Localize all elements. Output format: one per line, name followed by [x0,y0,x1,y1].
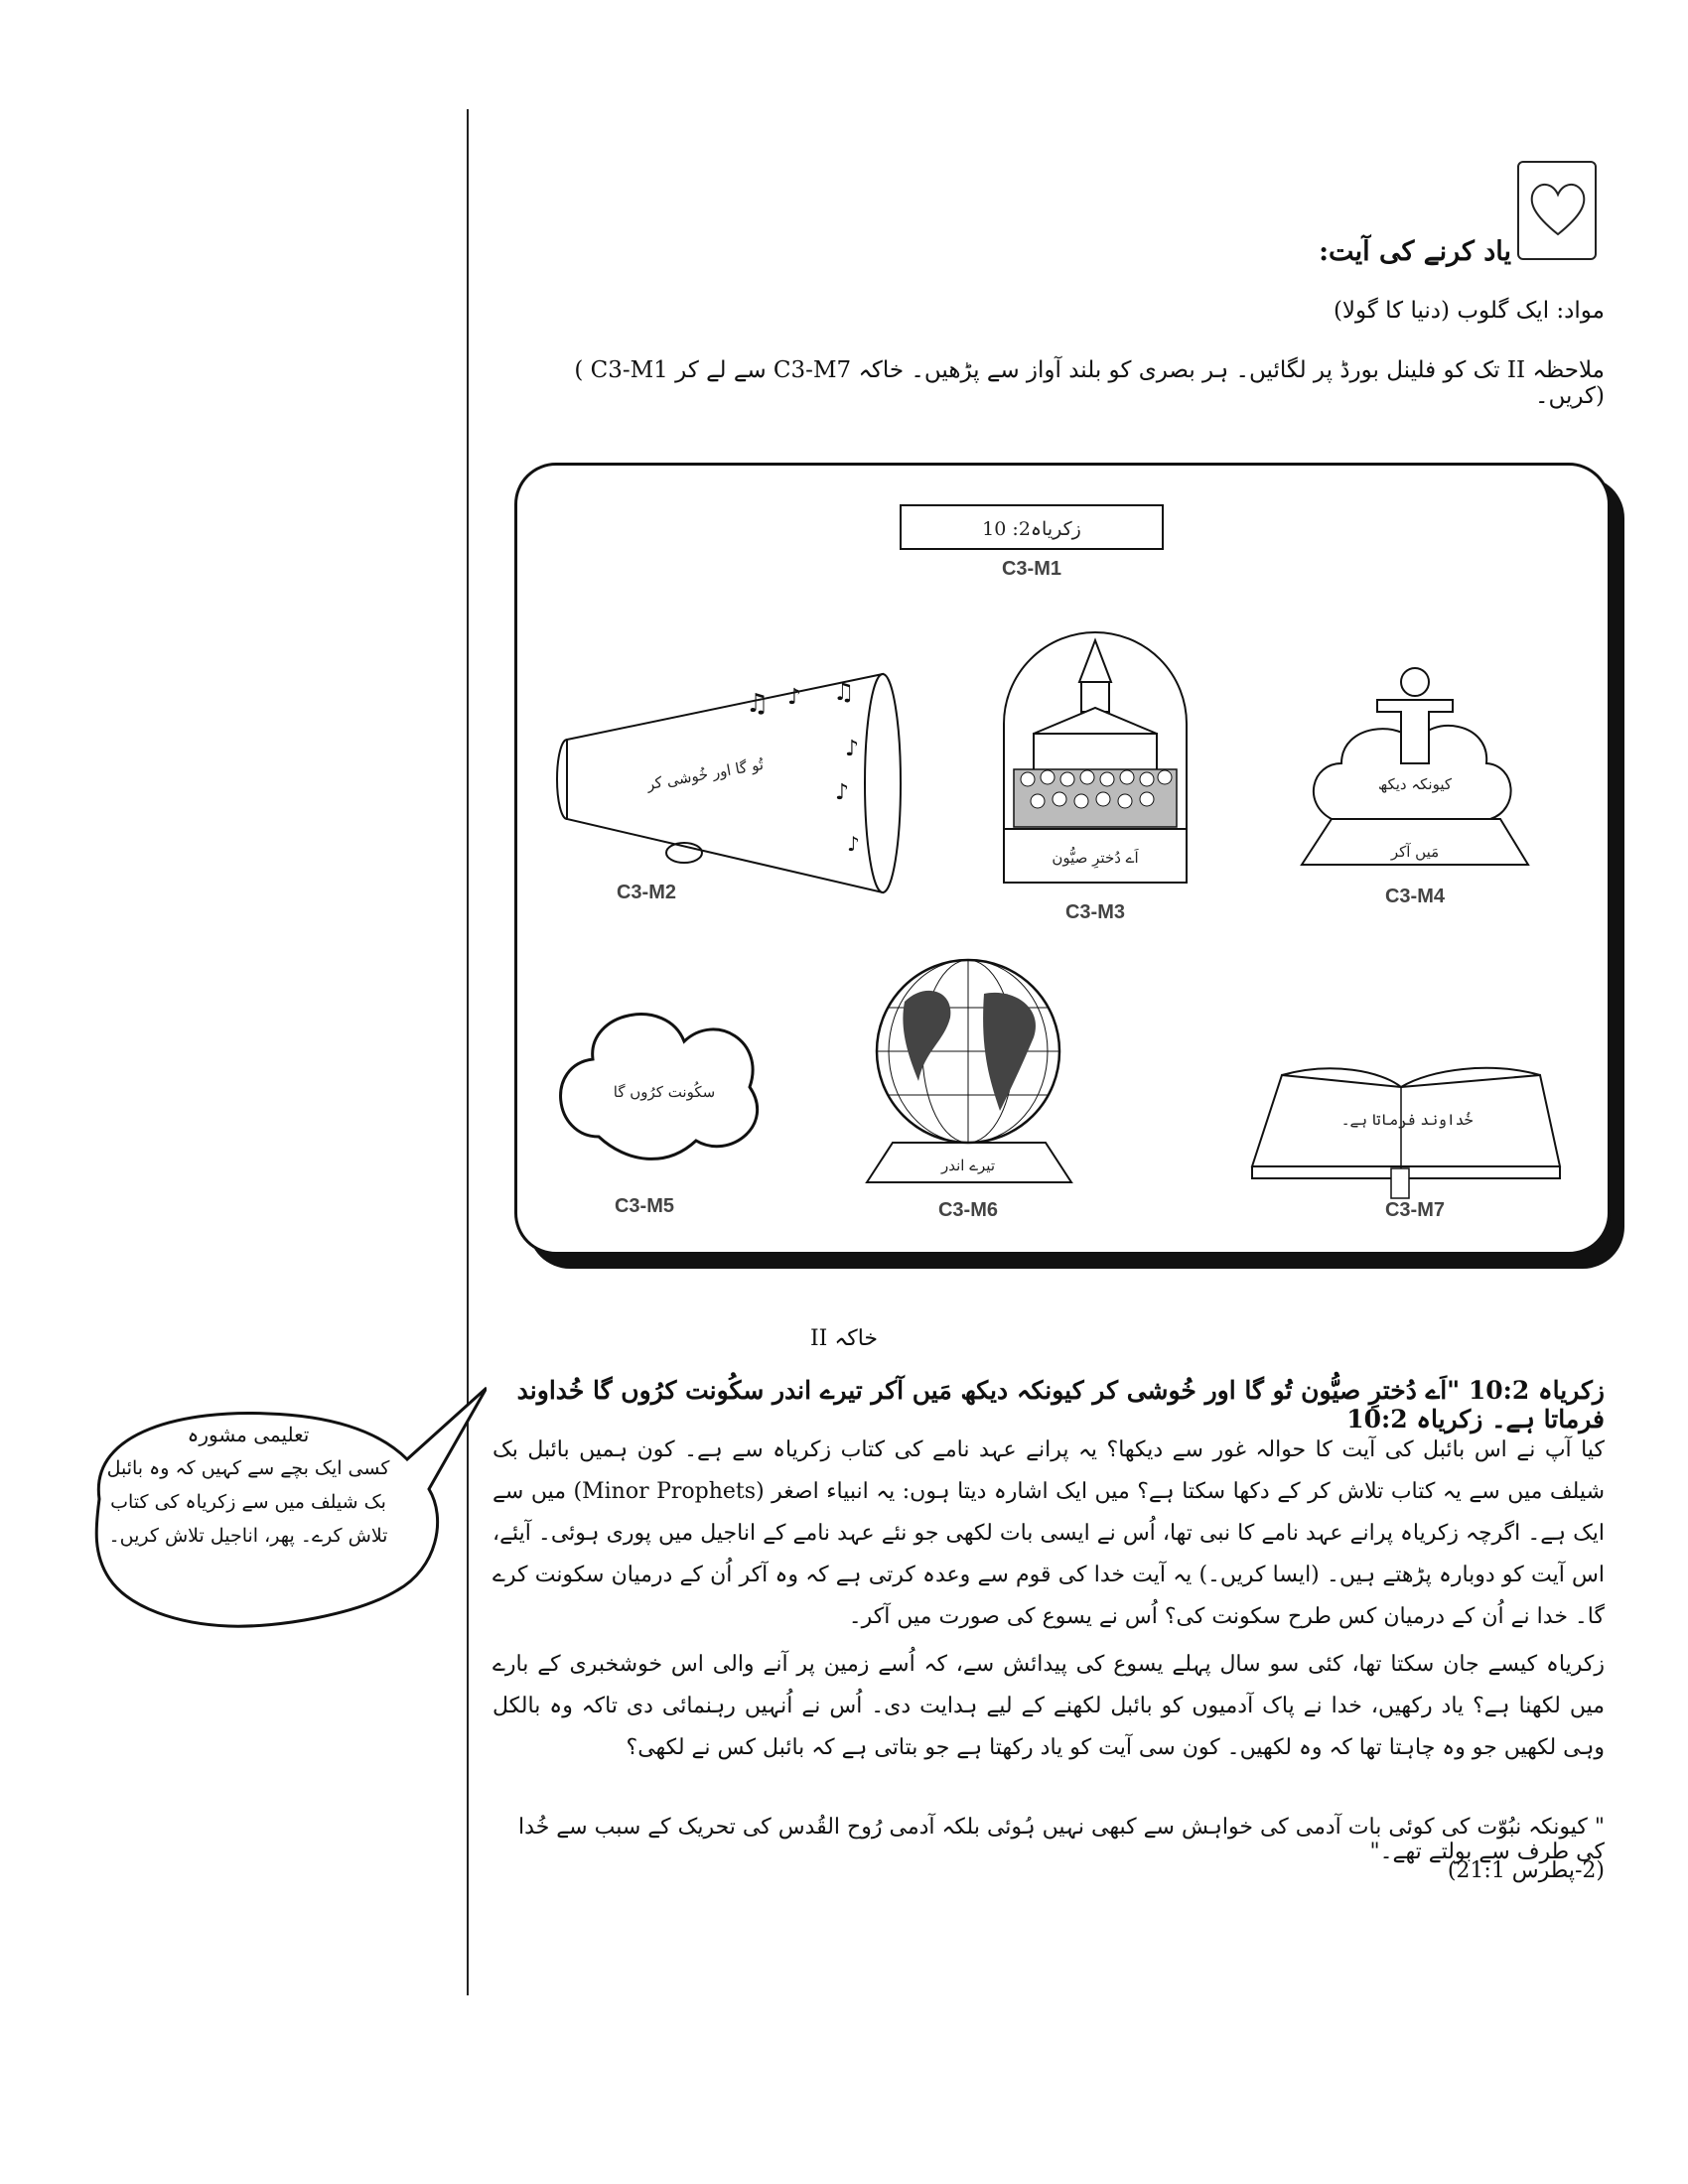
cloud-figure-icon [1302,668,1528,865]
svg-text:♫: ♫ [833,678,855,706]
church-icon [1004,632,1187,883]
heart-icon [1517,161,1597,260]
scripture-quote: " کیونکہ نبُوّت کی کوئی بات آدمی کی خواہش سے کبھی نہیں ہُوئی بلکہ آدمی رُوح القُدس کی تحریک کے سبب سے خُدا کی طرف سے بولتے تھے۔" [518,1815,1605,1864]
label-c3-m7: C3-M7 [1384,1199,1446,1221]
svg-text:♪: ♪ [787,685,802,710]
teaching-tip [99,1418,397,1553]
label-c3-m2: C3-M2 [616,882,677,903]
m2-text: تُو گا اور خُوشی کر [645,754,766,794]
reference-text: زکریاہ2: 10 [982,518,1081,540]
m3-text: اَے دُخترِ صیُّون [1052,849,1139,867]
m4-text-top: کیونکہ دیکھ [1377,775,1453,793]
open-book-icon [1252,1068,1560,1198]
label-c3-m4: C3-M4 [1384,886,1446,907]
megaphone-icon [557,674,901,892]
m7-text: خُداوند فرماتا ہے۔ [1340,1111,1474,1129]
paragraph: زکریاہ کیسے جان سکتا تھا، کئی سو سال پہلے یسوع کی پیدائش سے، کہ اُسے زمین پر آنے والی اس خوشخبری کے بارے میں لکھنا ہے؟ یاد رکھیں، خدا نے پاک آدمیوں کو بائبل لکھنے کے لیے ہدایت دی۔ اُس نے اُنہیں رہنمائی دی تاکہ وہ بالکل وہی لکھیں جو وہ چاہتا تھا کہ وہ لکھیں۔ کون سی آیت کو یاد رکھتا ہے جو بتاتی ہے کہ بائبل کس نے لکھی؟ [492,1652,1605,1760]
svg-text:♪: ♪ [847,832,860,856]
m4-text-bottom: مَیں آکر [1390,843,1440,861]
svg-text:♪: ♪ [845,737,860,761]
svg-text:♪: ♪ [835,780,850,805]
label-c3-m3: C3-M3 [1064,901,1126,923]
quote-reference: (2-پطرس 21:1) [1447,1858,1605,1883]
figure-caption: خاکہ II [809,1326,879,1351]
margin-rule [467,109,469,1995]
svg-text:♫: ♫ [746,689,770,719]
label-c3-m1: C3-M1 [1001,558,1062,580]
m6-text: تیرے اندر [941,1157,995,1174]
flannel-board [514,463,1611,1255]
memory-verse-title: یاد کرنے کی آیت: [1319,236,1511,267]
label-c3-m5: C3-M5 [614,1195,675,1217]
materials-line: مواد: ایک گلوب (دنیا کا گولا) [1333,298,1605,324]
instruction-line: ( C3-M1 سے لے کر C3-M7 تک کو فلینل بورڈ پر لگائیں۔ ہر بصری کو بلند آواز سے پڑھیں۔ خاکہ II ملاحظہ کریں۔) [574,357,1605,409]
globe-icon [867,960,1071,1182]
m5-text: سکُونت کرُوں گا [613,1083,716,1101]
label-c3-m6: C3-M6 [937,1199,999,1221]
paragraph: کیا آپ نے اس بائبل کی آیت کا حوالہ غور سے دیکھا؟ یہ پرانے عہد نامے کی کتاب زکریاہ سے ہے۔ کون ہمیں بائبل بک شیلف میں سے یہ کتاب تلاش کر کے دکھا سکتا ہے؟ میں ایک اشارہ دیتا ہوں: یہ انبیاء اصغر (Minor Prophets) میں سے ایک ہے۔ اگرچہ زکریاہ پرانے عہد نامے کا نبی تھا، اُس نے ایسی بات لکھی جو نئے عہد نامے کے اناجیل میں پوری ہوئی۔ آیئے، اس آیت کو دوبارہ پڑھتے ہیں۔ (ایسا کریں۔) یہ آیت خدا کی قوم سے وعدہ کرتی ہے کہ وہ آکر اُن کے درمیان سکونت کرے گا۔ خدا نے اُن کے درمیان کس طرح سکونت کی؟ اُس نے یسوع کی صورت میں آکر۔ [492,1437,1605,1629]
teaching-tip-title: تعلیمی مشورہ [187,1423,310,1446]
teaching-tip-text: کسی ایک بچے سے کہیں کہ وہ بائبل بک شیلف میں سے زکریاہ کی کتاب تلاش کرے۔ پھر، اناجیل تلاش کریں۔ [106,1457,390,1547]
verse-heading: زکریاہ 10:2 "اَے دُخترِ صیُّون تُو گا اور خُوشی کر کیونکہ دیکھ مَیں آکر تیرے اندر سکُونت کرُوں گا خُداوند فرماتا ہے۔ زکریاہ 10:2 [516,1376,1605,1433]
